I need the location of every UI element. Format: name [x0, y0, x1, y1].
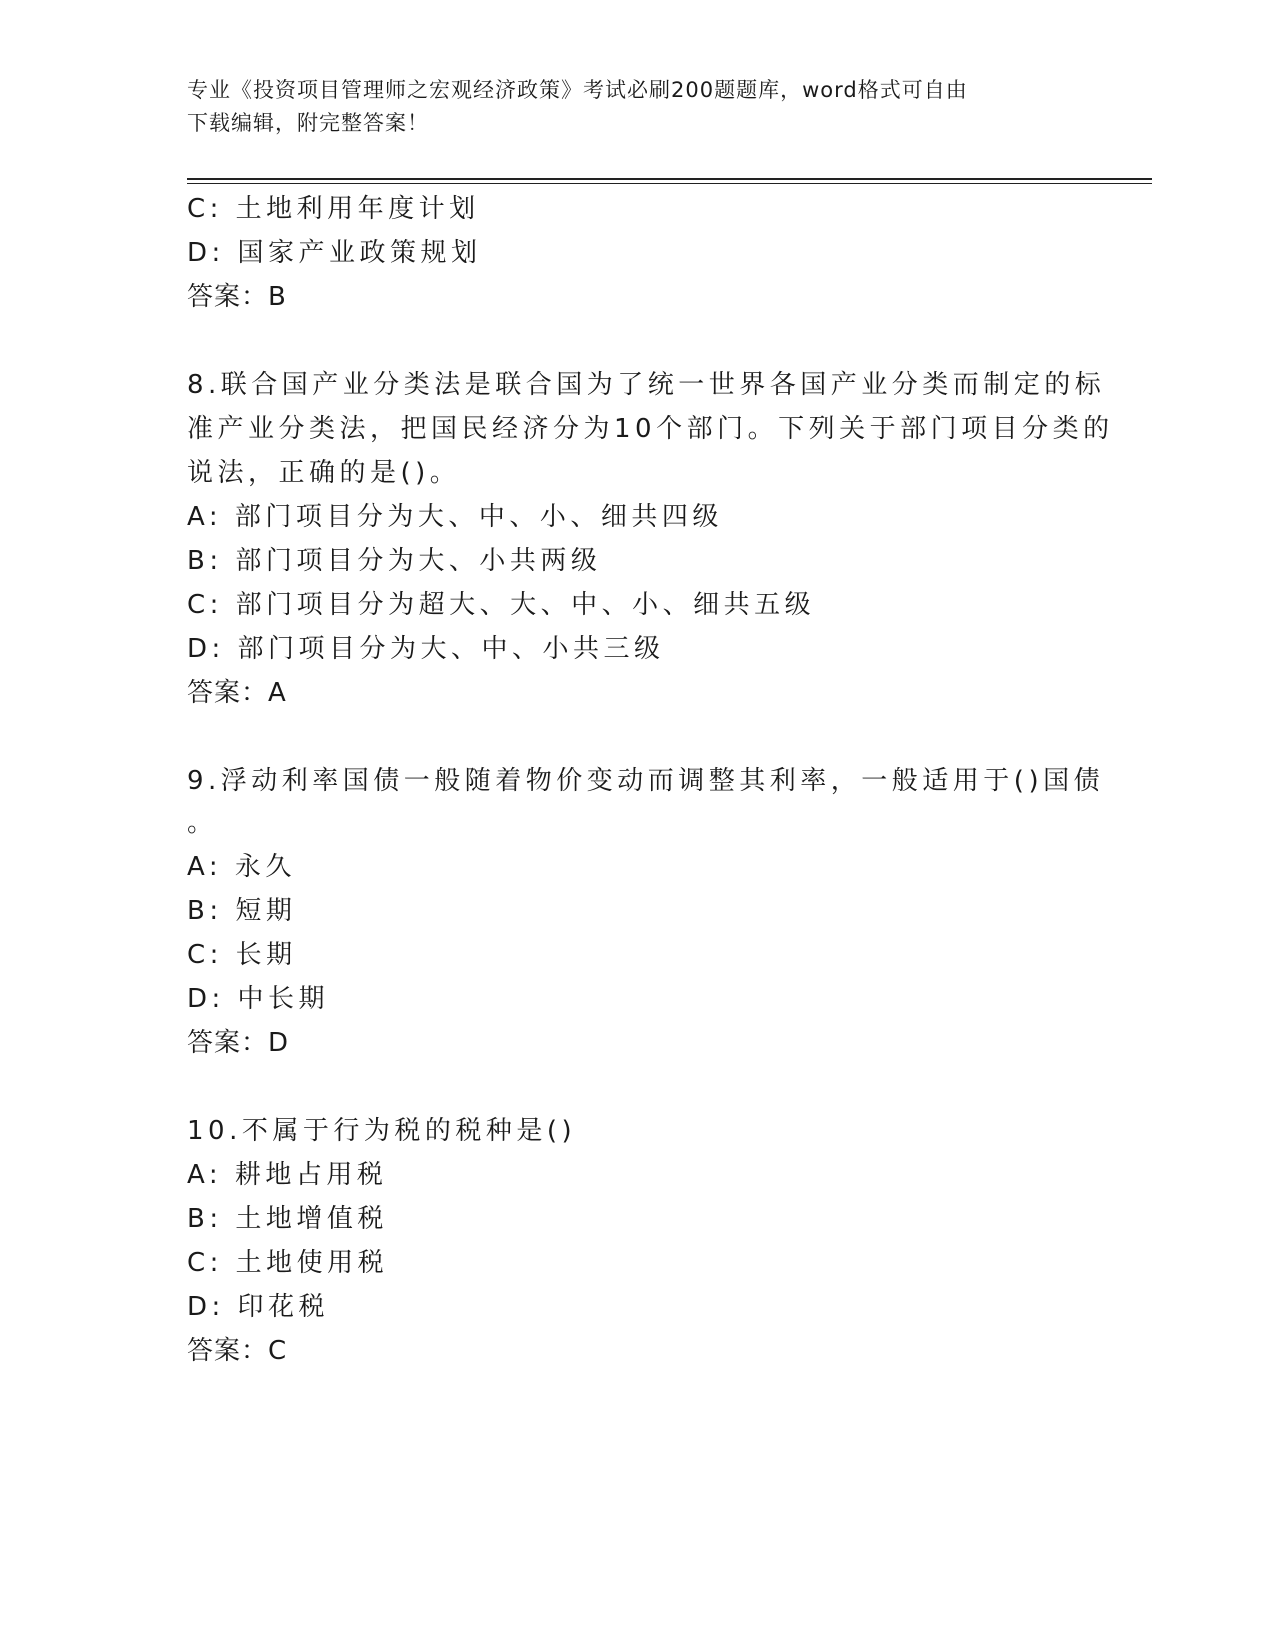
q9-answer: 答案：D — [187, 1028, 290, 1058]
q10-option-c: C: 土地使用税 — [187, 1248, 389, 1278]
header-line-2: 下载编辑，附完整答案！ — [187, 111, 429, 135]
q9-stem-line-1: 9.浮动利率国债一般随着物价变动而调整其利率，一般适用于()国债 — [187, 766, 1105, 796]
header-divider-thin — [187, 183, 1152, 184]
q7-answer: 答案：B — [187, 282, 287, 312]
q8-option-a: A: 部门项目分为大、中、小、细共四级 — [187, 502, 723, 532]
q8-option-b: B: 部门项目分为大、小共两级 — [187, 546, 602, 576]
q10-answer: 答案：C — [187, 1336, 288, 1366]
q7-option-d: D: 国家产业政策规划 — [187, 238, 482, 268]
q8-option-d: D: 部门项目分为大、中、小共三级 — [187, 634, 665, 664]
q8-stem-line-3: 说法，正确的是()。 — [187, 458, 461, 488]
header-divider-thick — [187, 178, 1152, 180]
q9-option-d: D: 中长期 — [187, 984, 330, 1014]
q9-option-c: C: 长期 — [187, 940, 297, 970]
q9-stem-line-2: 。 — [187, 808, 218, 838]
q7-option-c: C: 土地利用年度计划 — [187, 194, 480, 224]
q10-option-d: D: 印花税 — [187, 1292, 330, 1322]
document-header — [187, 74, 1067, 140]
q8-stem-line-1: 8.联合国产业分类法是联合国为了统一世界各国产业分类而制定的标 — [187, 370, 1106, 400]
q8-answer: 答案：A — [187, 678, 287, 708]
q9-option-b: B: 短期 — [187, 896, 297, 926]
q10-stem-line-1: 10.不属于行为税的税种是() — [187, 1116, 577, 1146]
q9-option-a: A: 永久 — [187, 852, 296, 882]
q8-option-c: C: 部门项目分为超大、大、中、小、细共五级 — [187, 590, 816, 620]
q8-stem-line-2: 准产业分类法，把国民经济分为10个部门。下列关于部门项目分类的 — [187, 414, 1114, 444]
header-line-1: 专业《投资项目管理师之宏观经济政策》考试必刷200题题库，word格式可自由 — [187, 78, 968, 102]
q10-option-b: B: 土地增值税 — [187, 1204, 388, 1234]
q10-option-a: A: 耕地占用税 — [187, 1160, 388, 1190]
